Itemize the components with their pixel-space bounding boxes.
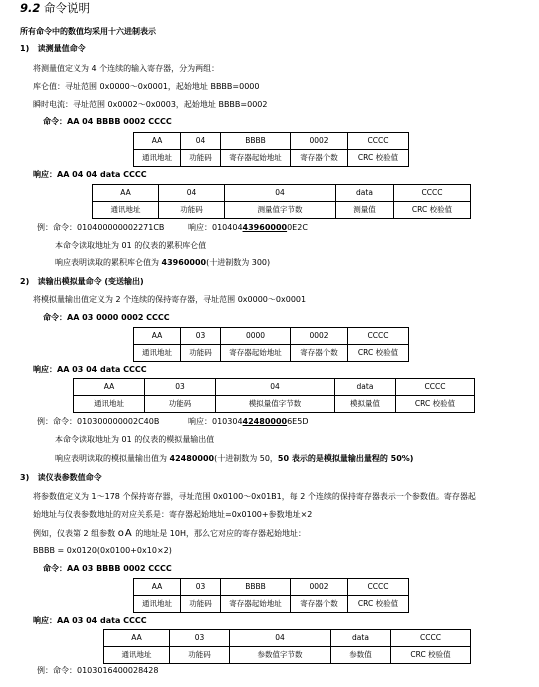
cell-value: AA <box>74 379 145 396</box>
note-text: (十进制数为 300) <box>206 258 271 267</box>
cell-label: 模拟量值 <box>335 396 396 413</box>
cell-value: BBBB <box>221 133 291 150</box>
note-value: 43960000 <box>161 258 207 267</box>
sec3-desc2: 始地址与仪表参数地址的对应关系是：寄存器起始地址=0x0100+参数地址×2 <box>33 510 313 519</box>
cell-value: data <box>335 379 396 396</box>
cell-label: 寄存器个数 <box>291 345 348 362</box>
cell-value: 04 <box>230 630 331 647</box>
cell-value: AA <box>134 328 181 345</box>
cell-label: CRC 校验值 <box>348 596 409 613</box>
cell-label: CRC 校验值 <box>348 150 409 167</box>
cell-value: AA <box>134 133 181 150</box>
cell-value: 04 <box>181 133 221 150</box>
resp-suffix: 6E5D <box>287 417 309 426</box>
cell-value: 0000 <box>221 328 291 345</box>
section-title: 命令说明 <box>44 1 91 15</box>
sec2-cmd: 命令：AA 03 0000 0002 CCCC <box>43 313 170 322</box>
sec1-desc2: 库仑值：寻址范围 0x0000～0x0001，起始地址 BBBB=0000 <box>33 82 260 91</box>
sec2-note1: 本命令读取地址为 01 的仪表的模拟量输出值 <box>55 435 215 444</box>
cell-value: CCCC <box>396 379 475 396</box>
cell-value: 03 <box>181 579 221 596</box>
cell-value: 0002 <box>291 328 348 345</box>
cell-label: 寄存器个数 <box>291 150 348 167</box>
cell-value: BBBB <box>221 579 291 596</box>
sec3-cmd: 命令：AA 03 BBBB 0002 CCCC <box>43 564 172 573</box>
desc-text: 例如，仪表第 2 组参数 <box>33 529 116 538</box>
param-symbol: oA <box>117 528 133 539</box>
cell-label: 通讯地址 <box>134 345 181 362</box>
section-heading <box>20 3 90 15</box>
cell-label: 参数值字节数 <box>230 647 331 664</box>
sec2-desc: 将模拟量输出值定义为 2 个连续的保持寄存器，寻址范围 0x0000～0x0001 <box>33 295 307 304</box>
cell-value: 04 <box>216 379 335 396</box>
sec3-desc3 <box>33 529 306 539</box>
sec3-example-cmd: 例：命令：0103016400028428 <box>37 666 159 675</box>
sec3-resp: 响应：AA 03 04 data CCCC <box>33 616 147 625</box>
cell-value: AA <box>104 630 170 647</box>
cell-label: 模拟量值字节数 <box>216 396 335 413</box>
cell-label: 通讯地址 <box>93 202 159 219</box>
cell-label: 寄存器起始地址 <box>221 596 291 613</box>
cell-value: AA <box>93 185 159 202</box>
sec1-resp-table <box>92 184 471 219</box>
sec2-example-resp <box>188 418 308 426</box>
sec1-desc3: 瞬时电流：寻址范围 0x0002～0x0003，起始地址 BBBB=0002 <box>33 100 268 109</box>
sec1-resp: 响应：AA 04 04 data CCCC <box>33 170 147 179</box>
cell-value: data <box>331 630 391 647</box>
sec1-note1: 本命令读取地址为 01 的仪表的累积库仑值 <box>55 241 207 250</box>
cell-label: 寄存器起始地址 <box>221 150 291 167</box>
cell-value: CCCC <box>391 630 471 647</box>
cell-label: 通讯地址 <box>134 596 181 613</box>
resp-suffix: 0E2C <box>287 223 308 232</box>
sec2-resp: 响应：AA 03 04 data CCCC <box>33 365 147 374</box>
cell-label: CRC 校验值 <box>391 647 471 664</box>
cell-value: CCCC <box>348 579 409 596</box>
sec1-note2 <box>55 259 270 267</box>
cell-value: CCCC <box>394 185 471 202</box>
cell-value: CCCC <box>348 328 409 345</box>
cell-label: 功能码 <box>181 345 221 362</box>
cell-label: 功能码 <box>159 202 225 219</box>
sec3-resp-table <box>103 629 471 664</box>
cell-label: 功能码 <box>181 596 221 613</box>
sec2-resp-table <box>73 378 475 413</box>
cell-label: 功能码 <box>181 150 221 167</box>
cell-label: 参数值 <box>331 647 391 664</box>
sec1-example-cmd: 例：命令：010400000002271CB <box>37 223 165 232</box>
cell-value: 04 <box>159 185 225 202</box>
cell-value: 03 <box>145 379 216 396</box>
cell-value: data <box>336 185 394 202</box>
sec3-cmd-table <box>133 578 409 613</box>
cell-label: CRC 校验值 <box>396 396 475 413</box>
note-value: 42480000 <box>169 454 215 463</box>
note-text: 响应表明读取的累积库仑值为 <box>55 258 162 267</box>
sec2-title: 2) 读输出模拟量命令 (变送输出) <box>20 277 144 286</box>
sec2-cmd-table <box>133 327 409 362</box>
cell-label: 测量值 <box>336 202 394 219</box>
cell-value: AA <box>134 579 181 596</box>
intro-note: 所有命令中的数值均采用十六进制表示 <box>20 27 156 36</box>
sec1-cmd: 命令：AA 04 BBBB 0002 CCCC <box>43 117 172 126</box>
cell-label: CRC 校验值 <box>394 202 471 219</box>
resp-highlight: 42480000 <box>242 417 288 426</box>
cell-value: 0002 <box>291 579 348 596</box>
note-bold: 50 表示的是模拟量输出量程的 50%) <box>277 454 414 463</box>
desc-text: 的地址是 10H，那么它对应的寄存器起始地址： <box>135 529 306 538</box>
sec2-example-cmd: 例：命令：010300000002C40B <box>37 417 160 426</box>
cell-value: 0002 <box>291 133 348 150</box>
resp-prefix: 响应：010304 <box>188 417 243 426</box>
cell-value: 04 <box>225 185 336 202</box>
cell-value: 03 <box>170 630 230 647</box>
cell-label: 测量值字节数 <box>225 202 336 219</box>
cell-label: 通讯地址 <box>134 150 181 167</box>
cell-label: 功能码 <box>145 396 216 413</box>
sec3-desc4: BBBB = 0x0120(0x0100+0x10×2) <box>33 546 172 555</box>
sec3-title: 3) 读仪表参数值命令 <box>20 473 102 482</box>
note-text: (十进制数为 50， <box>214 454 278 463</box>
cell-label: 寄存器起始地址 <box>221 345 291 362</box>
sec1-cmd-table <box>133 132 409 167</box>
cell-value: CCCC <box>348 133 409 150</box>
resp-prefix: 响应：010404 <box>188 223 243 232</box>
cell-label: 通讯地址 <box>104 647 170 664</box>
note-text: 响应表明读取的模拟量输出值为 <box>55 454 170 463</box>
cell-value: 03 <box>181 328 221 345</box>
sec3-desc1: 将参数值定义为 1～178 个保持寄存器，寻址范围 0x0100～0x01B1，每 2 个连续的保持寄存器表示一个参数值。寄存器起 <box>33 492 476 501</box>
cell-label: 通讯地址 <box>74 396 145 413</box>
sec2-note2 <box>55 455 413 463</box>
resp-highlight: 43960000 <box>242 223 288 232</box>
sec1-desc1: 将测量值定义为 4 个连续的输入寄存器，分为两组： <box>33 64 220 73</box>
cell-label: 寄存器个数 <box>291 596 348 613</box>
section-number: 9.2 <box>20 1 41 15</box>
cell-label: CRC 校验值 <box>348 345 409 362</box>
sec1-example-resp <box>188 224 308 232</box>
sec1-title: 1) 读测量值命令 <box>20 44 86 53</box>
cell-label: 功能码 <box>170 647 230 664</box>
